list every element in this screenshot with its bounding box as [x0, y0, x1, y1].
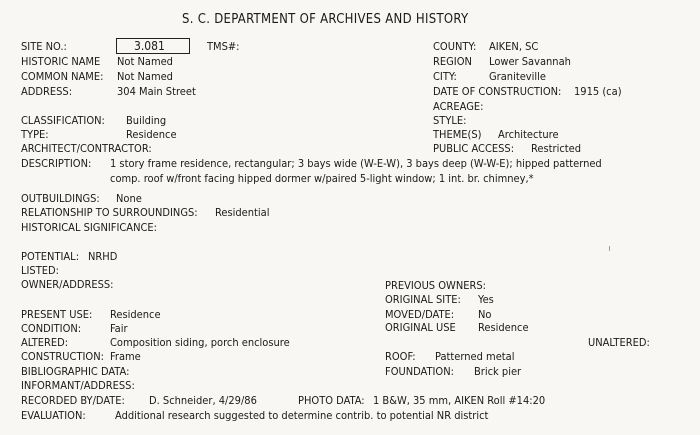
historical-significance-label: HISTORICAL SIGNIFICANCE: [21, 221, 157, 234]
classification-value: Building [126, 114, 167, 127]
owner-address-label: OWNER/ADDRESS: [21, 278, 114, 291]
description-label: DESCRIPTION: [21, 157, 92, 170]
site-no-value: 3.081 [134, 39, 165, 53]
altered-label: ALTERED: [21, 336, 69, 349]
themes-label: THEME(S) [433, 128, 482, 141]
common-name-value: Not Named [117, 70, 173, 83]
potential-value: NRHD [88, 250, 118, 263]
type-value: Residence [126, 128, 177, 141]
classification-label: CLASSIFICATION: [21, 114, 105, 127]
construction-label: CONSTRUCTION: [21, 350, 104, 363]
date-of-construction-label: DATE OF CONSTRUCTION: [433, 85, 562, 98]
city-value: Graniteville [489, 70, 546, 83]
roof-value: Patterned metal [435, 350, 515, 363]
foundation-value: Brick pier [474, 365, 522, 378]
present-use-value: Residence [110, 308, 161, 321]
common-name-label: COMMON NAME: [21, 70, 104, 83]
historic-name-label: HISTORIC NAME [21, 55, 101, 68]
photo-data-value: 1 B&W, 35 mm, AIKEN Roll #14:20 [373, 394, 546, 407]
address-value: 304 Main Street [117, 85, 196, 98]
address-label: ADDRESS: [21, 85, 73, 98]
relationship-value: Residential [215, 206, 270, 219]
region-label: REGION [433, 55, 472, 68]
type-label: TYPE: [21, 128, 49, 141]
recorded-by-value: D. Schneider, 4/29/86 [149, 394, 257, 407]
present-use-label: PRESENT USE: [21, 308, 93, 321]
card-title: S. C. DEPARTMENT OF ARCHIVES AND HISTORY [182, 12, 469, 27]
listed-label: LISTED: [21, 264, 59, 277]
date-of-construction-value: 1915 (ca) [574, 85, 622, 98]
city-label: CITY: [433, 70, 457, 83]
historic-name-value: Not Named [117, 55, 173, 68]
altered-value: Composition siding, porch enclosure [110, 336, 290, 349]
evaluation-label: EVALUATION: [21, 409, 86, 422]
roof-label: ROOF: [385, 350, 416, 363]
description-line-1: 1 story frame residence, rectangular; 3 bays wide (W-E-W), 3 bays deep (W-W-E); hipped patterned [110, 157, 602, 170]
previous-owners-label: PREVIOUS OWNERS: [385, 279, 486, 292]
scan-speck [609, 246, 610, 251]
condition-label: CONDITION: [21, 322, 82, 335]
foundation-label: FOUNDATION: [385, 365, 454, 378]
description-line-2: comp. roof w/front facing hipped dormer w/paired 5-light window; 1 int. br. chimney,* [110, 172, 534, 185]
style-label: STYLE: [433, 114, 467, 127]
bibliographic-data-label: BIBLIOGRAPHIC DATA: [21, 365, 130, 378]
condition-value: Fair [110, 322, 128, 335]
recorded-by-label: RECORDED BY/DATE: [21, 394, 125, 407]
original-use-label: ORIGINAL USE [385, 321, 456, 334]
outbuildings-value: None [116, 192, 142, 205]
potential-label: POTENTIAL: [21, 250, 80, 263]
site-no-label: SITE NO.: [21, 40, 67, 53]
public-access-label: PUBLIC ACCESS: [433, 142, 515, 155]
county-label: COUNTY: [433, 40, 477, 53]
county-value: AIKEN, SC [489, 40, 539, 53]
tms-label: TMS#: [207, 40, 240, 53]
moved-date-value: No [478, 308, 492, 321]
evaluation-value: Additional research suggested to determine contrib. to potential NR district [115, 409, 489, 422]
original-use-value: Residence [478, 321, 529, 334]
original-site-label: ORIGINAL SITE: [385, 293, 461, 306]
informant-label: INFORMANT/ADDRESS: [21, 379, 135, 392]
region-value: Lower Savannah [489, 55, 571, 68]
moved-date-label: MOVED/DATE: [385, 308, 455, 321]
photo-data-label: PHOTO DATA: [298, 394, 365, 407]
original-site-value: Yes [478, 293, 494, 306]
public-access-value: Restricted [531, 142, 582, 155]
architect-label: ARCHITECT/CONTRACTOR: [21, 142, 152, 155]
outbuildings-label: OUTBUILDINGS: [21, 192, 100, 205]
unaltered-label: UNALTERED: [588, 336, 650, 349]
acreage-label: ACREAGE: [433, 100, 484, 113]
themes-value: Architecture [498, 128, 559, 141]
construction-value: Frame [110, 350, 141, 363]
relationship-label: RELATIONSHIP TO SURROUNDINGS: [21, 206, 198, 219]
